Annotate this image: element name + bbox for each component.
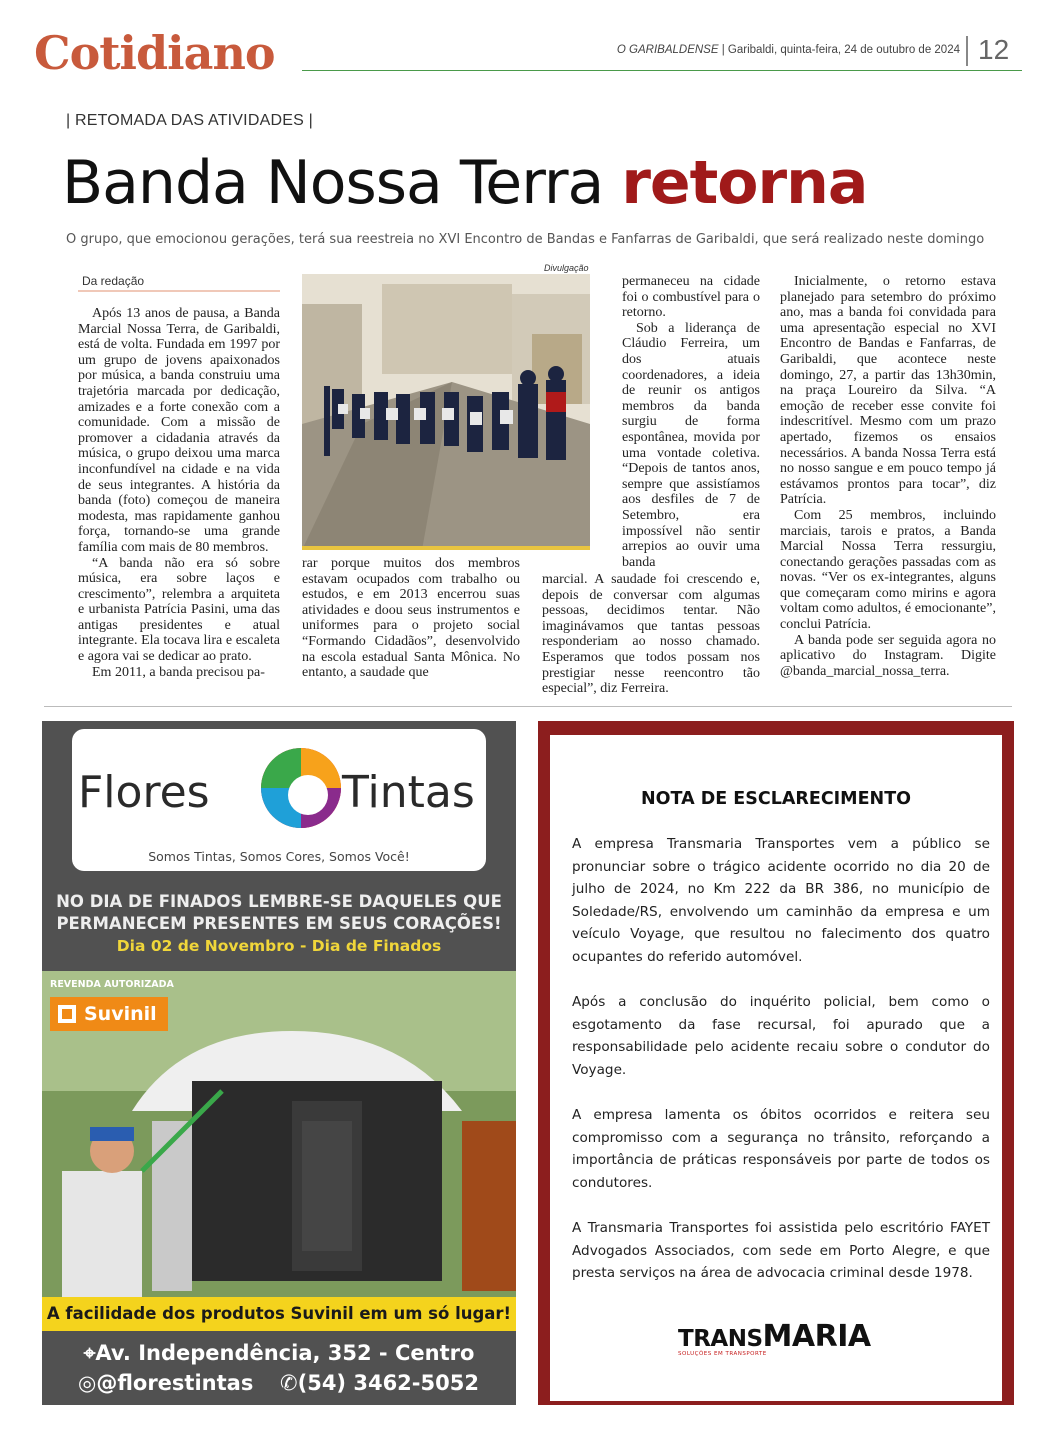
clarification-notice	[538, 721, 1014, 1405]
logo-trans: TRANS	[678, 1326, 763, 1352]
ad-banner: A facilidade dos produtos Suvinil em um só lugar!	[42, 1297, 516, 1331]
flores-tintas-ad	[42, 721, 516, 1405]
color-swirl-logo-icon	[256, 743, 346, 833]
transmaria-logo	[678, 1319, 871, 1354]
suvinil-logo-icon	[58, 1005, 76, 1023]
ad-brand-right: Tintas	[342, 767, 475, 818]
byline: Da redação	[82, 274, 145, 288]
paragraph: Com 25 membros, incluindo marciais, tarois e pratos, a Banda Marcial Nossa Terra ressurgiu, conectando gerações passadas com as novas. “Ver os ex-integrantes, alguns que começaram como mirins e agora voltam como adultos, é emocionante”, conclui Patrícia.	[780, 507, 996, 633]
page-separator	[966, 36, 968, 66]
article-column-3	[622, 274, 760, 570]
article-headline	[62, 140, 867, 226]
notice-paragraph: A empresa Transmaria Transportes vem a público se pronunciar sobre o trágico acidente ocorrido no dia 20 de julho de 2024, no Km 222 da BR 386, no município de Soledade/RS, envolvendo um caminhão da empresa e um veículo Voyage, que resultou no falecimento dos quatro ocupantes do referido automóvel.	[572, 836, 990, 965]
ad-date: Dia 02 de Novembro - Dia de Finados	[116, 937, 442, 955]
ad-message: NO DIA DE FINADOS LEMBRE-SE DAQUELES QUE PERMANECEM PRESENTES EM SEUS CORAÇÕES!	[56, 892, 502, 933]
instagram-icon: ◎	[78, 1371, 97, 1395]
paragraph: “A banda não era só sobre música, era sobre laços e crescimento”, relembra a arquiteta e urbanista Patrícia Pasini, uma das antigas presidentes e atual integrante. Ela tocava lira e escaleta e agora vai se dedicar ao prato.	[78, 555, 280, 665]
ad-instagram: @florestintas	[96, 1371, 254, 1395]
ad-instagram-line	[78, 1371, 253, 1395]
notice-paragraph: A Transmaria Transportes foi assistida pelo escritório FAYET Advogados Associados, com sede em Porto Alegre, e que presta serviços na área de advocacia criminal desde 1978.	[572, 1220, 990, 1282]
notice-body	[572, 833, 990, 1307]
section-divider	[44, 706, 1012, 707]
band-parade-illustration	[302, 274, 590, 550]
paragraph: Em 2011, a banda precisou pa-	[92, 664, 265, 680]
notice-paragraph: Após a conclusão do inquérito policial, bem como o esgotamento da fase recursal, foi apurado que a responsabilidade pelo acidente recaiu sobre o condutor do Voyage.	[572, 994, 990, 1078]
article-column-2	[302, 556, 520, 681]
page-number: 12	[978, 34, 1010, 65]
ad-phone: (54) 3462-5052	[297, 1371, 479, 1395]
ad-reseller: REVENDA AUTORIZADA	[50, 979, 174, 990]
byline-rule	[78, 290, 280, 292]
ad-address: Av. Independência, 352 - Centro	[95, 1341, 475, 1365]
article-kicker: | RETOMADA DAS ATIVIDADES |	[66, 112, 313, 129]
headline-accent: retorna	[621, 148, 868, 218]
ad-partner: Suvinil	[84, 1003, 157, 1025]
ad-logo-box	[72, 729, 486, 871]
photo-credit: Divulgação	[544, 263, 589, 273]
ad-partner-badge	[50, 997, 168, 1031]
paragraph: rar porque muitos dos membros estavam ocupados com trabalho ou estudos, e em 2013 encerrou suas atividades e doou seus instrumentos e uniformes para o projeto social “Formando Cidadãos”, desenvolvido na escola estadual Santa Mônica. No entanto, a saudade que	[302, 556, 520, 681]
dateline: Garibaldi, quinta-feira, 24 de outubro de 2024	[727, 44, 960, 56]
notice-title: NOTA DE ESCLARECIMENTO	[640, 789, 912, 809]
notice-panel	[550, 735, 1002, 1401]
section-title: Cotidiano	[34, 26, 275, 80]
ad-slogan: Somos Tintas, Somos Cores, Somos Você!	[148, 849, 410, 864]
whatsapp-icon: ✆	[280, 1371, 298, 1395]
ad-phone-line	[280, 1371, 479, 1395]
paper-name: O GARIBALDENSE	[616, 44, 719, 56]
article-column-3-continued	[542, 572, 760, 697]
headline-main: Banda Nossa Terra	[62, 148, 604, 218]
ad-brand-left: Flores	[78, 767, 210, 818]
paragraph: marcial. A saudade foi crescendo e, depois de conversar com algumas pessoas, decidimos tentar. Não imaginávamos que tantas pessoas responderiam ao nosso chamado. Esperamos que todos possam nos prestigiar nesse reencontro tão especial”, diz Ferreira.	[542, 572, 760, 697]
ad-address-line	[42, 1341, 516, 1366]
header-rule	[302, 70, 1022, 71]
paragraph: permaneceu na cidade foi o combustível para o retorno.	[622, 274, 760, 321]
notice-paragraph: A empresa lamenta os óbitos ocorridos e reitera seu compromisso com a segurança no trânsito, reforçando a importância de práticas responsáveis por parte de todos os condutores.	[572, 1107, 990, 1191]
paragraph: A banda pode ser seguida agora no aplicativo do Instagram. Digite @banda_marcial_nossa_terra.	[780, 632, 996, 679]
article-column-1	[78, 306, 280, 680]
paragraph: Sob a liderança de Cláudio Ferreira, um dos atuais coordenadores, a ideia de reunir os antigos membros da banda surgiu de forma espontânea, movida por uma vontade coletiva. “Depois de tantos anos, sempre que assistíamos aos desfiles de 7 de Setembro, era impossível não sentir arrepios ao ouvir uma banda	[622, 320, 760, 570]
masthead	[600, 44, 960, 56]
ad-photo	[42, 971, 516, 1297]
article-subhead: O grupo, que emocionou gerações, terá sua reestreia no XVI Encontro de Bandas e Fanfarras de Garibaldi, que será realizado neste domingo	[66, 232, 985, 247]
logo-maria: MARIA	[762, 1319, 871, 1354]
paragraph: Inicialmente, o retorno estava planejado para setembro do próximo ano, mas a banda foi convidada para uma apresentação especial no XVI Encontro de Bandas e Fanfarras, de Garibaldi, que acontece neste domingo, 27, a partir das 13h30min, na praça Loureiro da Silva. “A emoção de receber esse convite foi indescritível. Mesmo com um prazo apertado, fizemos os ensaios necessários. A banda Nossa Terra está no nosso sangue e em pouco tempo já estávamos prontos para tocar”, diz Patrícia.	[780, 274, 996, 508]
article-column-4	[780, 274, 996, 679]
paragraph: Após 13 anos de pausa, a Banda Marcial Nossa Terra, de Garibaldi, está de volta. Fundada em 1997 por um grupo de jovens apaixonados por música, a banda construiu uma trajetória marcada por dedicação, amizades e a forte conexão com a comunidade. Com a missão de promover a cidadania através da música, o grupo deixou uma marca inconfundível na cidade e na vida de seus integrantes. A história da banda (foto) começou de maneira modesta, mas rapidamente ganhou força, tornando-se uma grande família com mais de 80 membros.	[78, 306, 280, 555]
band-photo	[302, 274, 590, 550]
location-pin-icon: ⌖	[83, 1341, 96, 1365]
logo-subtitle: SOLUÇÕES EM TRANSPORTE	[678, 1351, 767, 1357]
masthead-separator: |	[721, 44, 725, 56]
